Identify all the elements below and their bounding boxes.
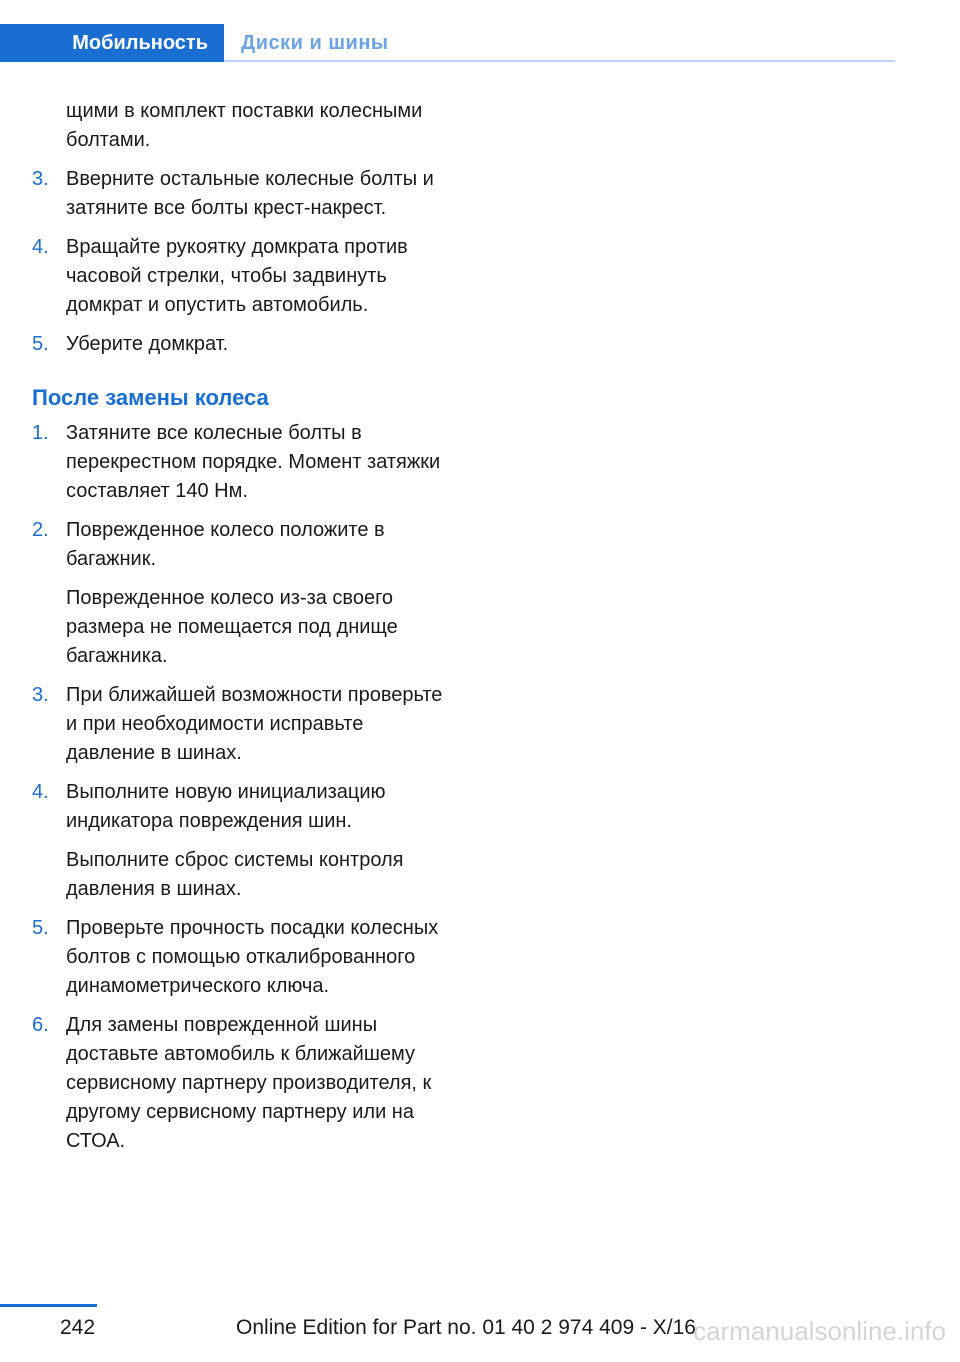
step-number: 5. [32,917,49,939]
intro-continuation: щими в комплект поставки колесными болтами. [66,100,423,151]
list-item [32,165,452,223]
list-item [32,516,452,574]
edition-note: Online Edition for Part no. 01 40 2 974 409 - X/16 [236,1316,696,1339]
page-content [32,97,452,1156]
list-item [32,681,452,768]
list-item [32,330,452,359]
section-title: После замены колеса [32,385,269,410]
step-text: Затяните все колесные болты в перекрестном порядке. Момент затяжки составляет 140 Нм. [66,422,441,502]
step-number: 3. [32,168,49,190]
step-number: 4. [32,236,49,258]
list-item [32,419,452,506]
step-number: 3. [32,684,49,706]
step-text: Проверьте прочность посадки колесных болтов с помощью откалиброванного динамометрического ключа. [66,917,439,997]
step-number: 1. [32,422,49,444]
list-item [32,914,452,1001]
step-text: Поврежденное колесо положите в багажник. [66,519,385,570]
step-text: Вверните остальные колесные болты и затяните все болты крест-накрест. [66,168,434,219]
step-note: Выполните сброс системы контроля давления в шинах. [66,849,404,900]
step-text: Выполните новую инициализацию индикатора повреждения шин. [66,781,386,832]
list-item [32,1011,452,1156]
header-topic-tab: Диски и шины [241,32,389,54]
header-section-tab: Мобильность [0,24,224,62]
step-text: Вращайте рукоятку домкрата против часовой стрелки, чтобы задвинуть домкрат и опустить автомобиль. [66,236,408,316]
step-number: 2. [32,519,49,541]
list-item [32,233,452,320]
header-rule [224,60,895,62]
watermark: carmanualsonline.info [693,1316,946,1346]
list-item [32,778,452,836]
step-number: 4. [32,781,49,803]
page-header [0,0,895,64]
step-number: 5. [32,333,49,355]
step-text: При ближайшей возможности проверьте и при необходимости исправьте давление в шинах. [66,684,443,764]
footer-rule [0,1304,97,1307]
page-number: 242 [60,1316,96,1339]
step-text: Для замены поврежденной шины доставьте автомобиль к ближайшему сервисному партнеру производителя, к другому сервисному партнеру или на СТОА. [66,1014,432,1152]
step-number: 6. [32,1014,49,1036]
step-text: Уберите домкрат. [66,333,229,355]
step-note: Поврежденное колесо из-за своего размера не помещается под днище багажника. [66,587,398,667]
